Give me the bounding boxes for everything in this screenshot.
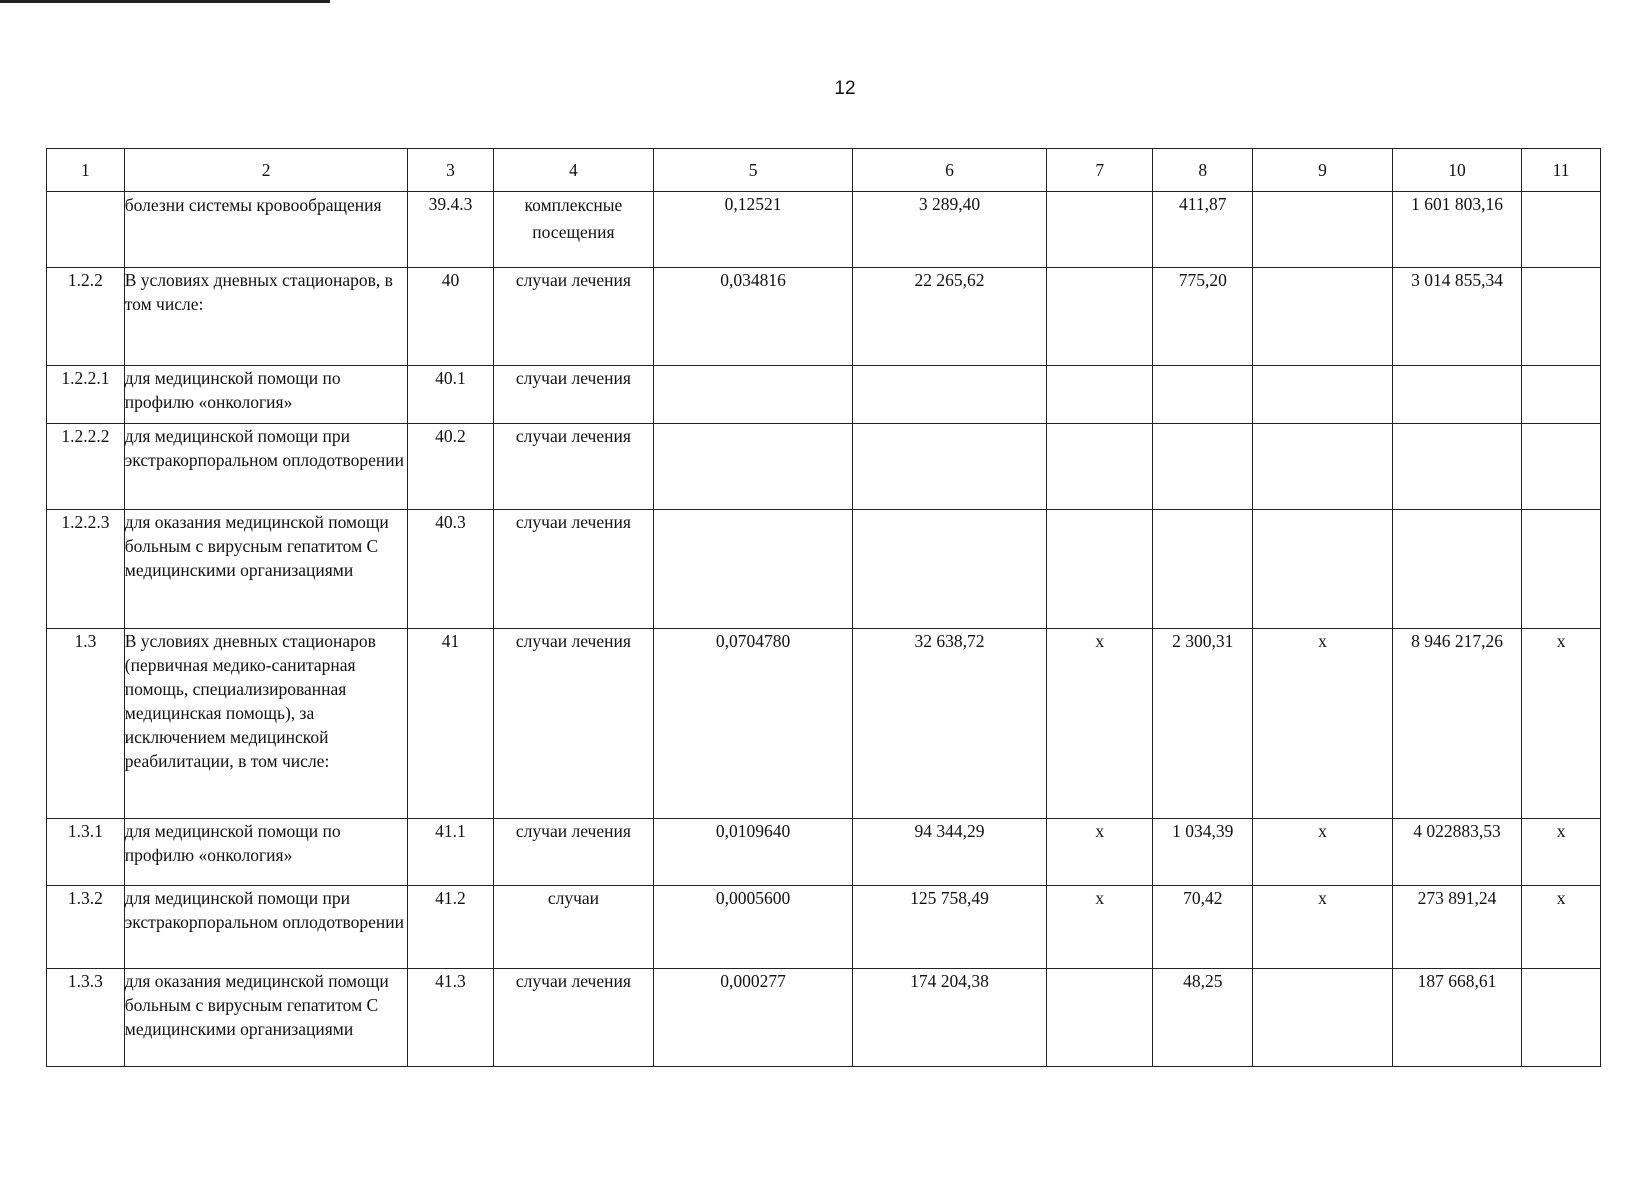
cell-col10 (1392, 424, 1521, 510)
cell-col7: х (1047, 629, 1153, 819)
cell-col9: х (1253, 819, 1393, 886)
row-number (47, 192, 125, 268)
row-name: В условиях дневных стационаров (первичная медико-санитарная помощь, специализированная медицинская помощь), за исключением медицинской реабилитации, в том числе: (124, 629, 408, 819)
row-number: 1.3.3 (47, 969, 125, 1067)
cell-col5 (654, 366, 853, 424)
column-header: 2 (124, 149, 408, 192)
column-header: 8 (1153, 149, 1253, 192)
table-row (47, 969, 1601, 1067)
column-header: 4 (493, 149, 654, 192)
cell-col10: 3 014 855,34 (1392, 268, 1521, 366)
cell-col5 (654, 424, 853, 510)
table-row (47, 424, 1601, 510)
cell-col8: 775,20 (1153, 268, 1253, 366)
cell-col8: 1 034,39 (1153, 819, 1253, 886)
table-row (47, 192, 1601, 268)
row-code: 41.2 (408, 886, 493, 969)
cell-col5: 0,12521 (654, 192, 853, 268)
cell-col11: х (1522, 629, 1601, 819)
cell-col10: 273 891,24 (1392, 886, 1521, 969)
row-number: 1.2.2.2 (47, 424, 125, 510)
row-name: для оказания медицинской помощи больным с вирусным гепатитом С медицинскими организациями (124, 969, 408, 1067)
page-number: 12 (834, 78, 856, 99)
cell-col11 (1522, 268, 1601, 366)
column-header: 1 (47, 149, 125, 192)
row-unit: случаи лечения (493, 969, 654, 1067)
cell-col10: 1 601 803,16 (1392, 192, 1521, 268)
cell-col7: х (1047, 886, 1153, 969)
cell-col8 (1153, 510, 1253, 629)
cell-col8: 411,87 (1153, 192, 1253, 268)
row-code: 40.3 (408, 510, 493, 629)
cell-col9 (1253, 424, 1393, 510)
column-header: 7 (1047, 149, 1153, 192)
row-name: для оказания медицинской помощи больным с вирусным гепатитом С медицинскими организациями (124, 510, 408, 629)
column-header: 11 (1522, 149, 1601, 192)
cell-col8 (1153, 366, 1253, 424)
cell-col9: х (1253, 886, 1393, 969)
row-name: для медицинской помощи по профилю «онкология» (124, 366, 408, 424)
cell-col5: 0,000277 (654, 969, 853, 1067)
cell-col7: х (1047, 819, 1153, 886)
cell-col6: 32 638,72 (852, 629, 1046, 819)
column-header: 3 (408, 149, 493, 192)
row-unit: случаи лечения (493, 510, 654, 629)
row-code: 40.2 (408, 424, 493, 510)
row-code: 40.1 (408, 366, 493, 424)
cell-col10: 187 668,61 (1392, 969, 1521, 1067)
cell-col6 (852, 366, 1046, 424)
cell-col10: 8 946 217,26 (1392, 629, 1521, 819)
row-code: 41.1 (408, 819, 493, 886)
row-unit: случаи лечения (493, 268, 654, 366)
column-header: 9 (1253, 149, 1393, 192)
row-number: 1.3 (47, 629, 125, 819)
cell-col7 (1047, 268, 1153, 366)
table-row (47, 629, 1601, 819)
cell-col5: 0,0005600 (654, 886, 853, 969)
column-header: 10 (1392, 149, 1521, 192)
cell-col8: 48,25 (1153, 969, 1253, 1067)
cell-col10 (1392, 510, 1521, 629)
row-name: для медицинской помощи при экстракорпоральном оплодотворении (124, 424, 408, 510)
column-header: 5 (654, 149, 853, 192)
cell-col9: х (1253, 629, 1393, 819)
row-number: 1.2.2.3 (47, 510, 125, 629)
cell-col11: х (1522, 886, 1601, 969)
row-unit: случаи лечения (493, 366, 654, 424)
row-number: 1.3.1 (47, 819, 125, 886)
cell-col9 (1253, 192, 1393, 268)
cell-col8: 70,42 (1153, 886, 1253, 969)
cell-col9 (1253, 366, 1393, 424)
cell-col11 (1522, 969, 1601, 1067)
cell-col7 (1047, 424, 1153, 510)
table-row (47, 366, 1601, 424)
cell-col7 (1047, 510, 1153, 629)
row-unit: случаи (493, 886, 654, 969)
row-code: 40 (408, 268, 493, 366)
cell-col11 (1522, 510, 1601, 629)
row-name: болезни системы кровообращения (124, 192, 408, 268)
cell-col11 (1522, 192, 1601, 268)
row-name: В условиях дневных стационаров, в том числе: (124, 268, 408, 366)
table-row (47, 268, 1601, 366)
row-name: для медицинской помощи по профилю «онкология» (124, 819, 408, 886)
cell-col11 (1522, 366, 1601, 424)
cell-col5: 0,034816 (654, 268, 853, 366)
cell-col9 (1253, 969, 1393, 1067)
data-table (46, 148, 1601, 1067)
cell-col7 (1047, 969, 1153, 1067)
cell-col10 (1392, 366, 1521, 424)
cell-col6: 174 204,38 (852, 969, 1046, 1067)
table-row (47, 886, 1601, 969)
cell-col8: 2 300,31 (1153, 629, 1253, 819)
table-row (47, 819, 1601, 886)
cell-col9 (1253, 510, 1393, 629)
cell-col7 (1047, 366, 1153, 424)
cell-col6: 125 758,49 (852, 886, 1046, 969)
row-unit: случаи лечения (493, 629, 654, 819)
cell-col6 (852, 424, 1046, 510)
row-number: 1.2.2 (47, 268, 125, 366)
row-unit: случаи лечения (493, 819, 654, 886)
cell-col6: 3 289,40 (852, 192, 1046, 268)
row-code: 41.3 (408, 969, 493, 1067)
cell-col5: 0,0704780 (654, 629, 853, 819)
row-number: 1.2.2.1 (47, 366, 125, 424)
cell-col6: 94 344,29 (852, 819, 1046, 886)
table-header-row (47, 149, 1601, 192)
row-code: 39.4.3 (408, 192, 493, 268)
cell-col6 (852, 510, 1046, 629)
row-unit: комплексные посещения (493, 192, 654, 268)
row-number: 1.3.2 (47, 886, 125, 969)
cell-col10: 4 022883,53 (1392, 819, 1521, 886)
top-rule (0, 0, 330, 3)
table-row (47, 510, 1601, 629)
row-name: для медицинской помощи при экстракорпоральном оплодотворении (124, 886, 408, 969)
cell-col6: 22 265,62 (852, 268, 1046, 366)
cell-col11: х (1522, 819, 1601, 886)
cell-col8 (1153, 424, 1253, 510)
cell-col11 (1522, 424, 1601, 510)
cell-col5 (654, 510, 853, 629)
cell-col9 (1253, 268, 1393, 366)
row-unit: случаи лечения (493, 424, 654, 510)
row-code: 41 (408, 629, 493, 819)
column-header: 6 (852, 149, 1046, 192)
cell-col7 (1047, 192, 1153, 268)
cell-col5: 0,0109640 (654, 819, 853, 886)
